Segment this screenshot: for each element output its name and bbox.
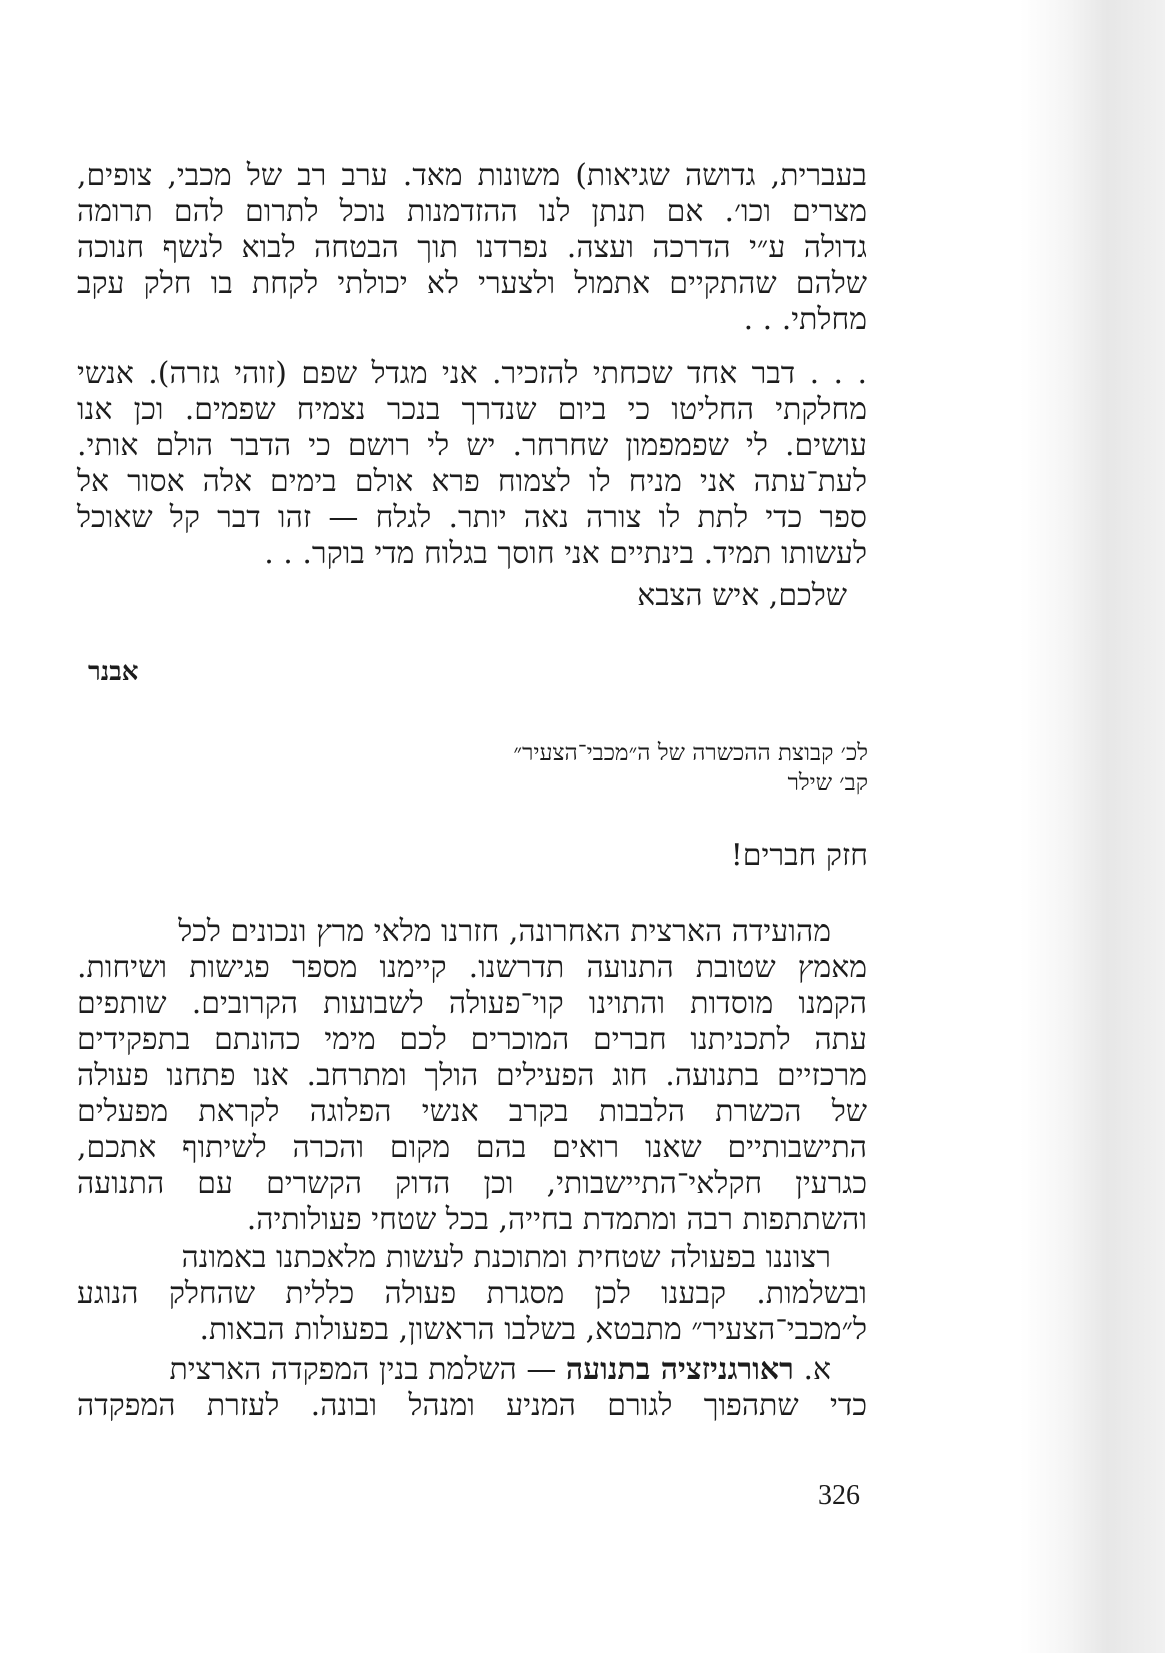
- greeting-line: חזק חברים!: [730, 838, 868, 873]
- text-line: כגרעין חקלאי־התיישבותי, וכן הדוק הקשרים עם התנועה: [77, 1166, 867, 1201]
- text-line: והשתתפות רבה ומתמדת בחייה, בכל שטחי פעולותיה.: [246, 1202, 867, 1237]
- letter-closing: [637, 578, 847, 614]
- text-line: מאמץ שטובת התנועה תדרשנו. קיימנו מספר פגישות ושיחות.: [77, 950, 867, 985]
- signature-name: אבנר: [88, 657, 139, 687]
- letter-signature: [88, 654, 138, 690]
- text-line: הקמנו מוסדות והתוינו קוי־פעולה לשבועות הקרובים. שותפים: [77, 986, 867, 1021]
- text-line: כדי שתהפוך לגורם המניע ומנהל ובונה. לעזרת המפקדה: [77, 1388, 867, 1423]
- list-marker: א.: [803, 1352, 831, 1387]
- text-line: מחלקתי החליטו כי ביום שנדרך בנכר נצמיח שפמים. וכן אנו: [77, 392, 867, 427]
- list-item-term: ראורגניזציה בתנועה: [565, 1352, 794, 1387]
- letter-paragraph-2: [77, 356, 867, 572]
- text-line: ובשלמות. קבענו לכן מסגרת פעולה כללית שהחלק הנוגע: [77, 1276, 867, 1311]
- text-line: ספר כדי לתת לו צורה נאה יותר. לגלח — זהו דבר קל שאוכל: [77, 500, 867, 535]
- address-line: קב׳ שילר: [787, 770, 868, 796]
- text-line: רצוננו בפעולה שטחית ומתוכנת לעשות מלאכתנו באמונה: [181, 1240, 831, 1275]
- text-line: גדולה ע״י הדרכה ועצה. נפרדנו תוך הבטחה לבוא לנשף חנוכה: [77, 230, 867, 265]
- letter-greeting: [731, 838, 868, 874]
- letter-paragraph-1: [77, 158, 867, 338]
- closing-line: שלכם, איש הצבא: [637, 578, 847, 613]
- text-line: לעת־עתה אני מניח לו לצמוח פרא אולם בימים אלה אסור אל: [77, 464, 867, 499]
- letter-paragraph-3: [77, 914, 867, 1238]
- text-line: ל״מכבי־הצעיר״ מתבטא, בשלבו הראשון, בפעולות הבאות.: [199, 1312, 867, 1347]
- text-line: מרכזיים בתנועה. חוג הפעילים הולך ומתרחב. אנו פתחנו פעולה: [77, 1058, 867, 1093]
- text-line: עתה לתכניתנו חברים המוכרים לכם מימי כהונתם בתפקידים: [77, 1022, 867, 1057]
- list-item-text: — השלמת בנין המפקדה הארצית: [169, 1352, 557, 1387]
- text-line: עושים. לי שפמפמון שחרחר. יש לי רושם כי הדבר הולם אותי.: [77, 428, 867, 463]
- address-line: לכ׳ קבוצת ההכשרה של ה״מכבי־הצעיר״: [513, 740, 868, 766]
- text-line: מצרים וכו׳. אם תנתן לנו ההזדמנות נוכל לתרום להם תרומה: [77, 194, 867, 229]
- letter-paragraph-4: [77, 1240, 867, 1348]
- list-item-first-line: [77, 1352, 867, 1388]
- text-line: לעשותו תמיד. בינתיים אני חוסך בגלוח מדי בוקר. . .: [264, 536, 867, 571]
- text-line: בעברית, גדושה שגיאות) משונות מאד. ערב רב של מכבי, צופים,: [77, 158, 867, 193]
- text-line: . . . דבר אחד שכחתי להזכיר. אני מגדל שפם (זוהי גזרה). אנשי: [77, 356, 867, 391]
- text-line: מהועידה הארצית האחרונה, חזרנו מלאי מרץ ונכונים לכל: [178, 914, 831, 949]
- page-number: 326: [818, 1480, 860, 1511]
- text-line: של הכשרת הלבבות בקרב אנשי הפלוגה לקראת מפעלים: [77, 1094, 867, 1129]
- letter-address: [513, 738, 868, 798]
- letter-paragraph-5: [77, 1352, 867, 1424]
- text-line: שלהם שהתקיים אתמול ולצערי לא יכולתי לקחת בו חלק עקב: [77, 266, 867, 301]
- text-line: התישבותיים שאנו רואים בהם מקום והכרה לשיתוף אתכם,: [77, 1130, 867, 1165]
- text-line: מחלתי. . .: [743, 302, 867, 337]
